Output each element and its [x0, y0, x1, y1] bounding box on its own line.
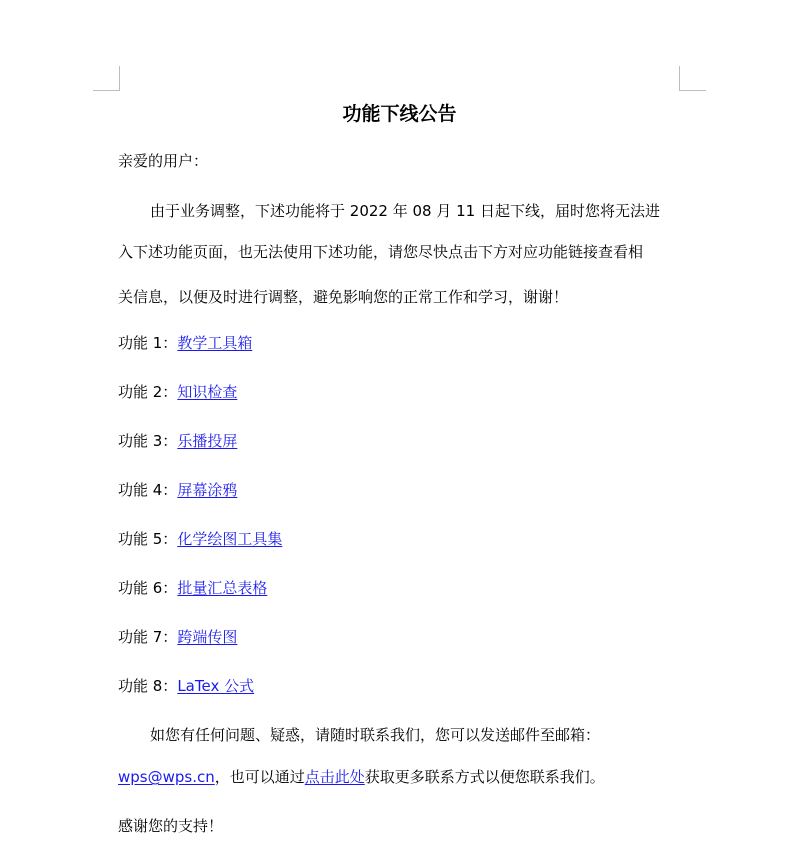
feature-label: 功能 8：: [118, 677, 178, 695]
top-left-crop-mark: [93, 66, 120, 91]
closing-text: 感谢您的支持！: [118, 817, 224, 835]
document-title: 功能下线公告: [342, 103, 457, 125]
feature-item-7: [118, 626, 237, 648]
feature-link-7[interactable]: 跨端传图: [177, 628, 238, 646]
greeting: 亲爱的用户：: [118, 152, 209, 170]
contact-line-2: [118, 766, 605, 788]
feature-link-1[interactable]: 教学工具箱: [177, 334, 253, 352]
intro-line-3: 关信息，以便及时进行调整，避免影响您的正常工作和学习，谢谢！: [118, 288, 569, 306]
contact-middle-text: ，也可以通过: [214, 768, 305, 786]
feature-item-4: [118, 479, 237, 501]
contact-after-text: 获取更多联系方式以便您联系我们。: [364, 768, 605, 786]
top-right-crop-mark: [679, 66, 706, 91]
feature-label: 功能 1：: [118, 334, 178, 352]
feature-link-4[interactable]: 屏幕涂鸦: [177, 481, 238, 499]
email-link[interactable]: wps@wps.cn: [118, 768, 215, 786]
feature-item-5: [118, 528, 282, 550]
feature-item-8: [118, 675, 254, 697]
contact-methods-link[interactable]: 点击此处: [304, 768, 365, 786]
feature-label: 功能 5：: [118, 530, 178, 548]
feature-item-2: [118, 381, 237, 403]
feature-item-3: [118, 430, 237, 452]
feature-label: 功能 7：: [118, 628, 178, 646]
feature-item-1: [118, 332, 252, 354]
feature-link-8[interactable]: LaTex 公式: [177, 677, 255, 695]
feature-link-5[interactable]: 化学绘图工具集: [177, 530, 283, 548]
intro-line-1: 由于业务调整，下述功能将于 2022 年 08 月 11 日起下线，届时您将无法进: [150, 202, 660, 220]
feature-label: 功能 3：: [118, 432, 178, 450]
contact-line-1: 如您有任何问题、疑惑，请随时联系我们，您可以发送邮件至邮箱：: [150, 726, 601, 744]
feature-label: 功能 2：: [118, 383, 178, 401]
feature-link-3[interactable]: 乐播投屏: [177, 432, 238, 450]
feature-label: 功能 4：: [118, 481, 178, 499]
feature-link-2[interactable]: 知识检查: [177, 383, 238, 401]
feature-link-6[interactable]: 批量汇总表格: [177, 579, 268, 597]
feature-label: 功能 6：: [118, 579, 178, 597]
feature-item-6: [118, 577, 267, 599]
intro-line-2: 入下述功能页面，也无法使用下述功能，请您尽快点击下方对应功能链接查看相: [118, 243, 644, 261]
